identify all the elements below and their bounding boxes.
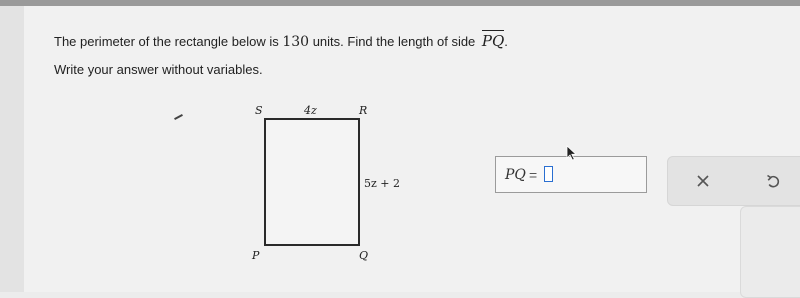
left-strip: [0, 6, 24, 292]
answer-input[interactable]: [544, 166, 553, 182]
question-text: [54, 32, 508, 50]
answer-label: PQ: [505, 167, 526, 183]
question-middle: units. Find the length of side: [309, 34, 479, 49]
vertex-p-label: P: [252, 249, 260, 262]
undo-icon: [765, 173, 781, 189]
instruction-text: Write your answer without variables.: [54, 62, 263, 77]
answer-equals: =: [529, 167, 538, 183]
top-side-label: 4z: [304, 104, 317, 117]
question-suffix: .: [504, 34, 508, 49]
lower-panel: [740, 206, 800, 298]
vertex-s-label: S: [255, 104, 263, 117]
vertex-r-label: R: [359, 104, 368, 117]
perimeter-value: 130: [282, 34, 310, 50]
vertex-q-label: Q: [359, 249, 369, 262]
question-prefix: The perimeter of the rectangle below is: [54, 34, 283, 49]
clear-button[interactable]: [668, 157, 738, 205]
mouse-pointer-icon: [566, 145, 578, 161]
answer-box: [495, 156, 647, 193]
undo-button[interactable]: [738, 157, 800, 205]
side-name: PQ: [481, 32, 505, 50]
rectangle-figure: [264, 118, 360, 246]
right-side-label: 5z + 2: [364, 177, 401, 190]
action-buttons: [667, 156, 800, 206]
close-icon: [696, 174, 710, 188]
